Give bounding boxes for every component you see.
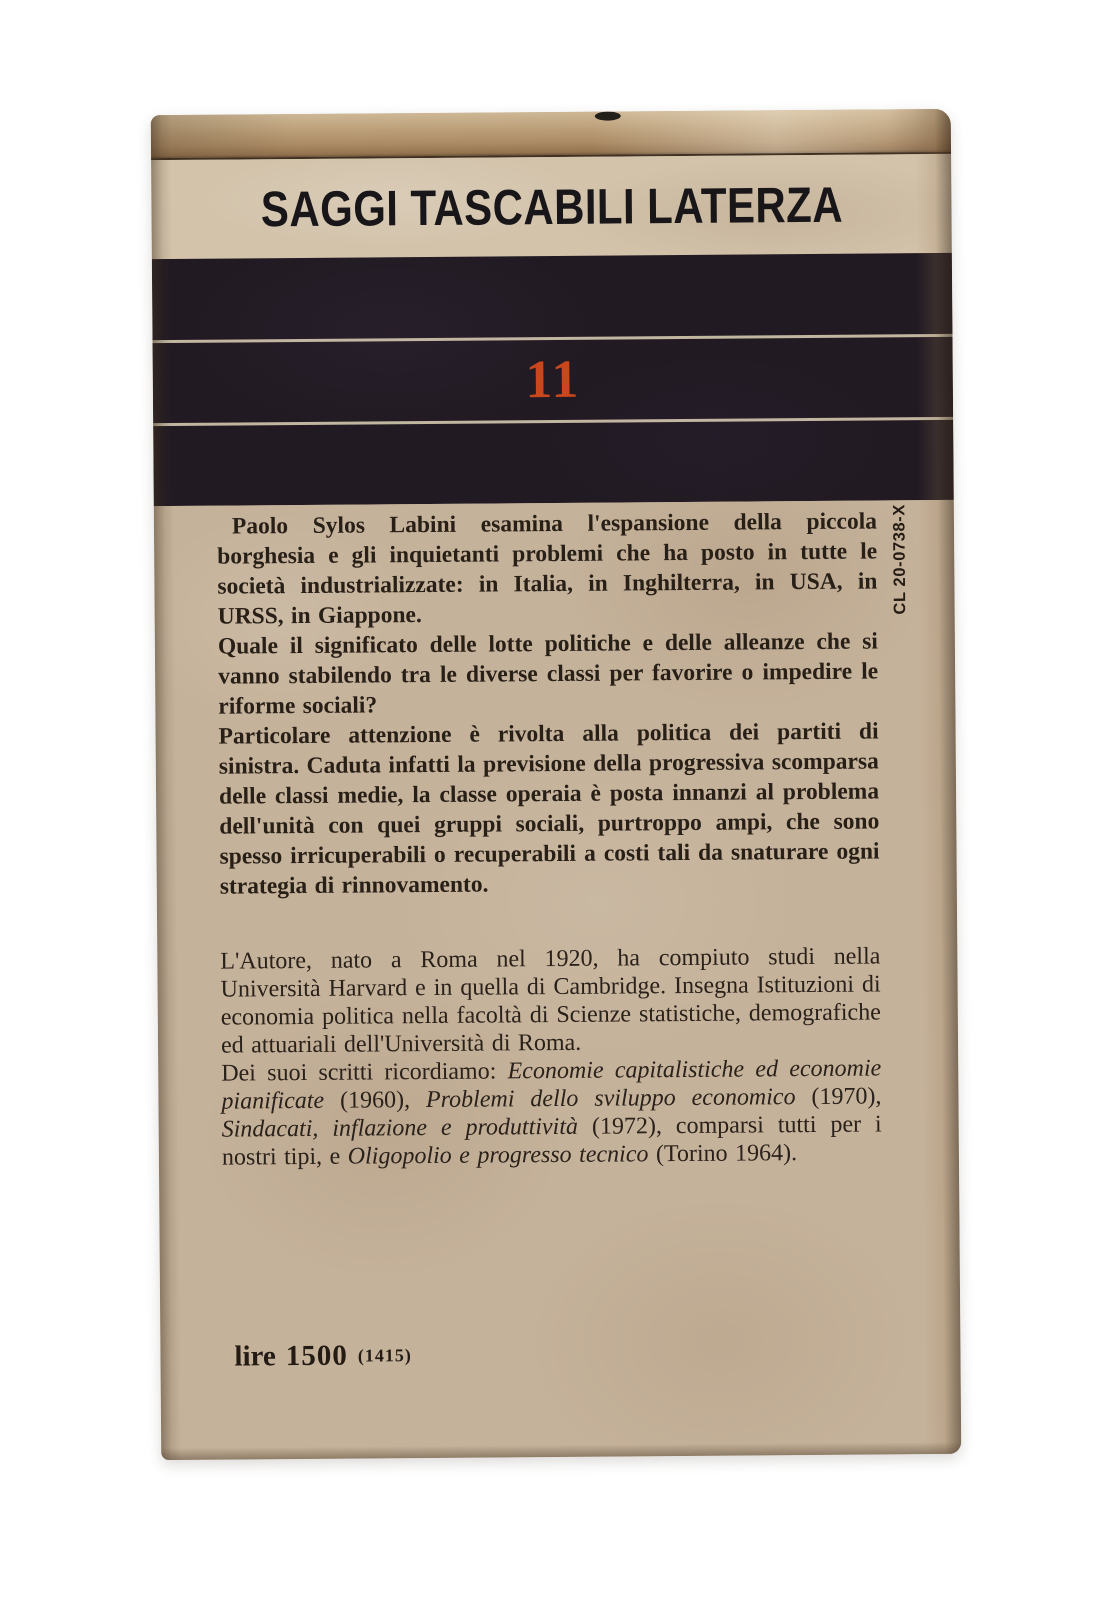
blurb-paragraph-3: Particolare attenzione è rivolta alla politica dei partiti di sinistra. Caduta infatti la previsione della progressiva scomparsa delle classi medie, la classe operaia è posta innanzi al problema dell'unità con quei gruppi sociali, purtroppo ampi, che sono spesso irricuperabili o recuperabili a costi tali da snaturare ogni strategia di rinnovamento.: [218, 718, 880, 900]
work-title: Economie capitalistiche ed economie pianificate: [221, 1055, 882, 1115]
price-amount: 1500: [285, 1339, 348, 1373]
price-edition-code: (1415): [357, 1345, 412, 1366]
blurb-paragraph-1: Paolo Sylos Labini esamina l'espansione della piccola borghesia e gli inquietanti problemi che ha posto in tutte le società industrializzate: in Italia, in Inghilterra, in USA, in URSS, in Giappone.: [217, 508, 878, 630]
work-title: Problemi dello sviluppo economico: [425, 1084, 796, 1114]
work-title: Sindacati, inflazione e produttività: [221, 1113, 579, 1143]
bio-text-segment: (Torino 1964).: [648, 1140, 798, 1168]
band-divider-bottom: [153, 417, 953, 426]
series-number: 11: [525, 348, 581, 410]
blurb-text: [217, 506, 880, 901]
price: [234, 1341, 412, 1371]
work-title: Oligopolio e progresso tecnico: [347, 1141, 649, 1170]
book-top-edge: [151, 109, 951, 160]
series-title-strip: [151, 154, 952, 259]
bio-text-segment: Dei suoi scritti ricordiamo:: [221, 1058, 508, 1087]
price-label: lire: [234, 1340, 276, 1373]
bio-paragraph-works: [221, 1054, 882, 1171]
cover-body: [154, 500, 961, 1460]
bio-paragraph-1: L'Autore, nato a Roma nel 1920, ha compiuto studi nella Università Harvard e in quella di Cambridge. Insegna Istituzioni di economia politica nella facoltà di Scienze statistiche, demografiche ed attuariali dell'Università di Roma.: [220, 943, 881, 1059]
bio-text-segment: (1960),: [324, 1087, 427, 1114]
author-bio: [220, 942, 882, 1171]
series-title: SAGGI TASCABILI LATERZA: [260, 176, 843, 237]
series-band: [152, 253, 954, 506]
bio-text-segment: (1970),: [795, 1083, 882, 1111]
bio-text-segment: (1972), comparsi tutti per i nostri tipi, e: [221, 1111, 882, 1171]
blurb-paragraph-2: Quale il significato delle lotte politiche e delle alleanze che si vanno stabilendo tra le diverse classi per favorire o impedire le riforme sociali?: [217, 628, 879, 720]
catalog-code: CL 20-0738-X: [890, 503, 910, 615]
top-edge-sheen: [151, 109, 951, 158]
band-divider-top: [152, 334, 952, 343]
book-back-cover: [151, 109, 962, 1460]
